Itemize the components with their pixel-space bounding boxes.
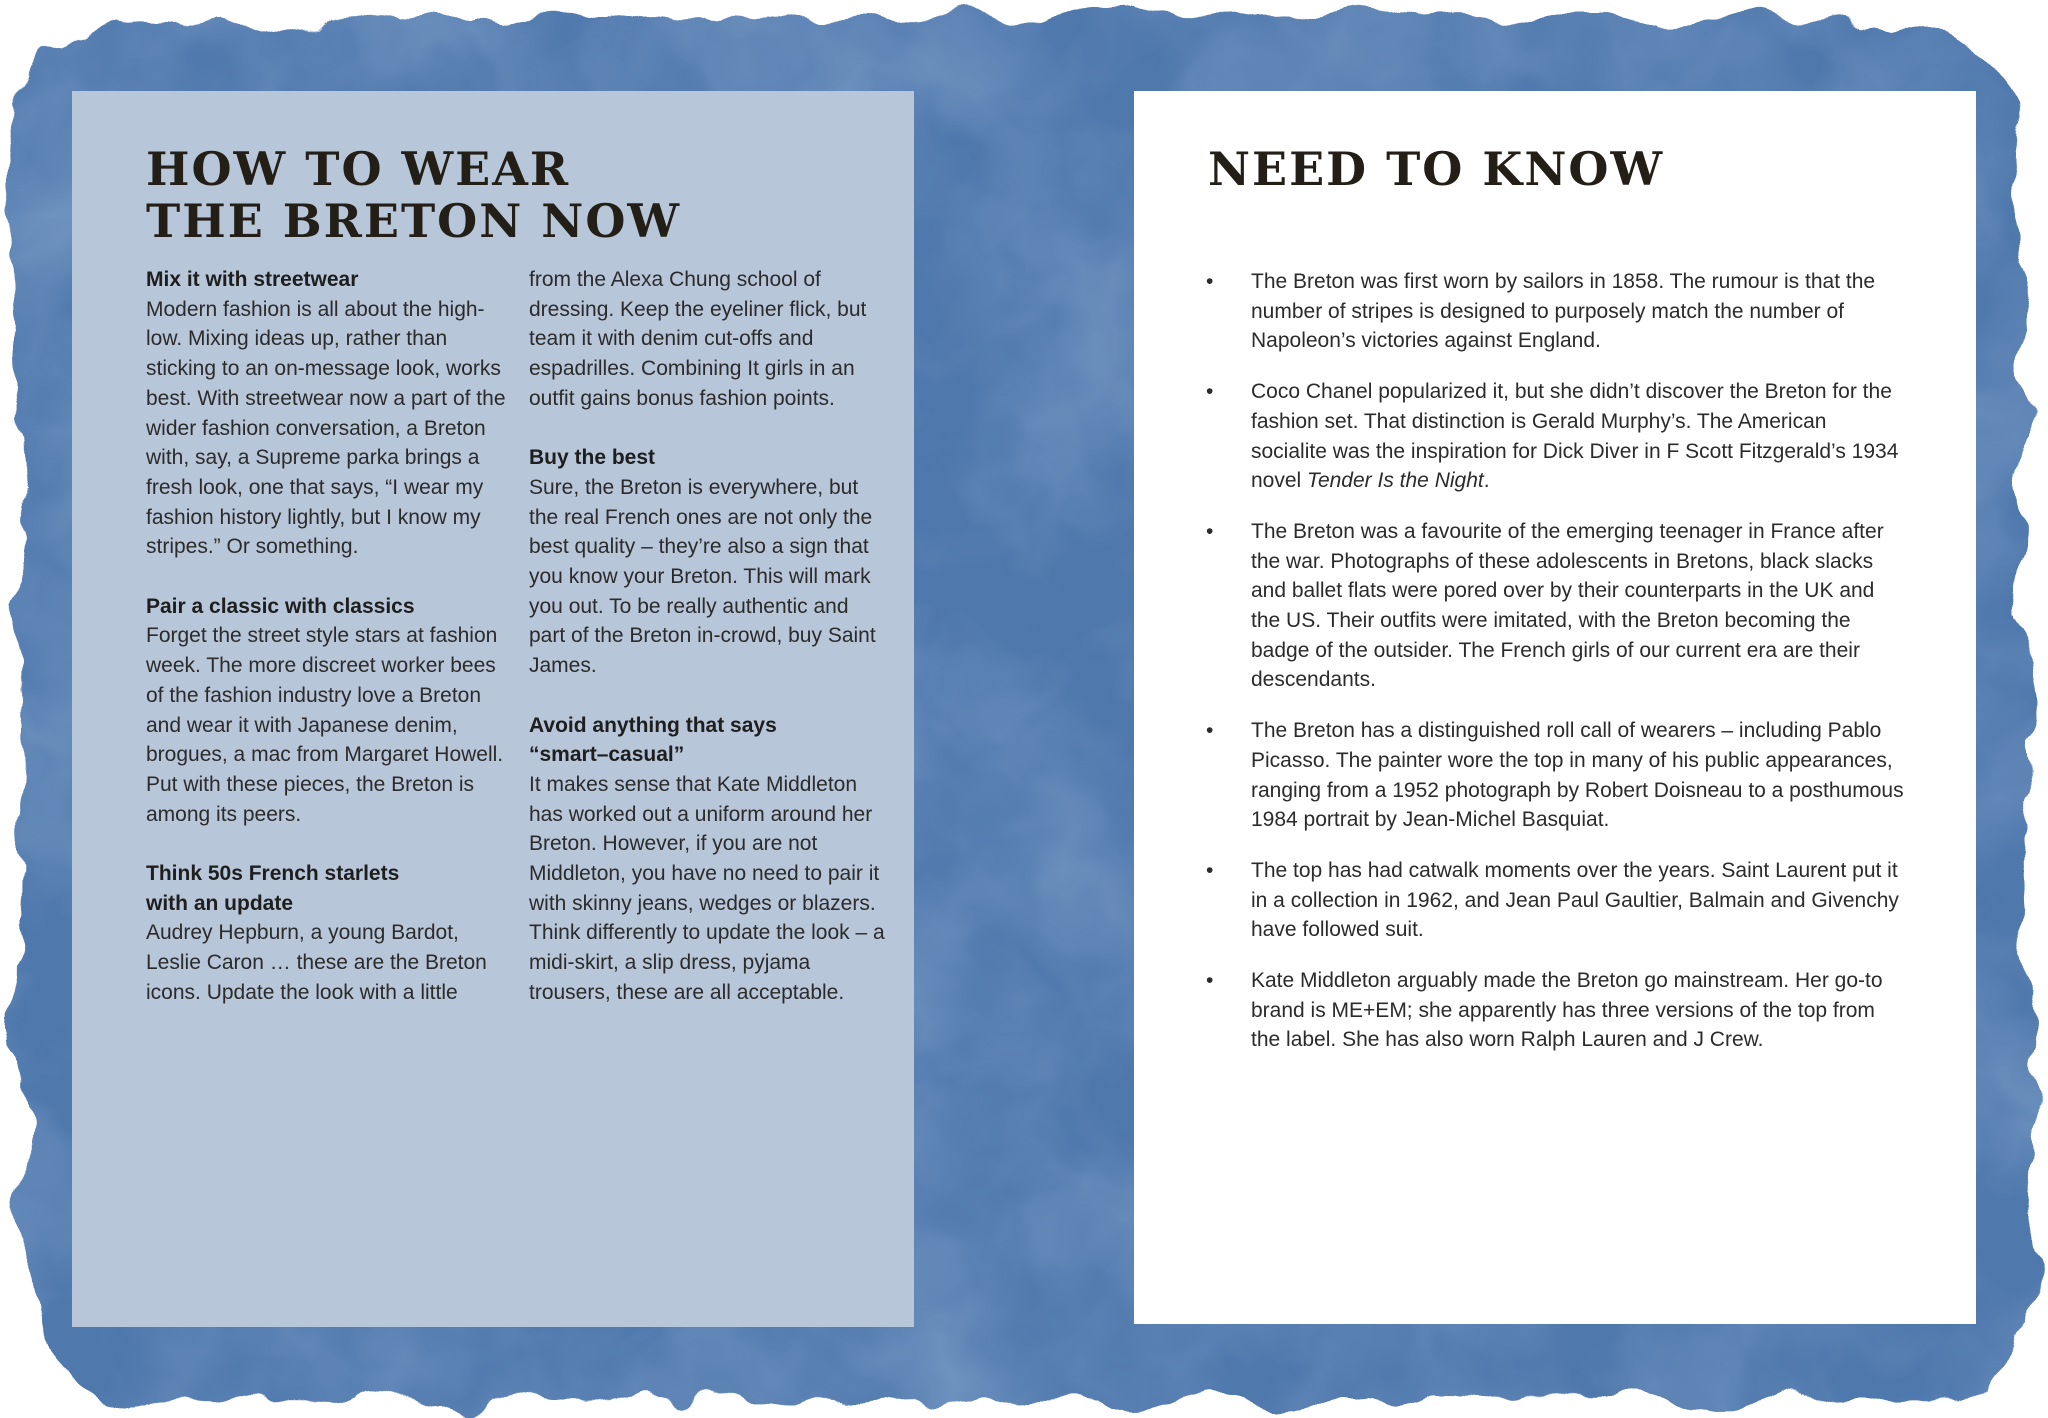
book-title: Tender Is the Night [1307, 469, 1484, 493]
list-item [1206, 267, 1906, 356]
page-title-how-to-wear [146, 143, 846, 247]
need-to-know-list [1206, 267, 1906, 1076]
section-heading: Mix it with streetwear [146, 268, 359, 291]
section-buy-best [529, 443, 889, 681]
left-column [146, 265, 506, 1037]
list-item-text: Coco Chanel popularized it, but she didn’t discover the Breton for the fashion set. That distinction is Gerald Murphy’s. The American socialite was the inspiration for Dick Diver in F Scott Fitzgerald’s 1934 novel [1251, 380, 1899, 493]
list-item-text: The Breton was a favourite of the emerging teenager in France after the war. Photographs of these adolescents in Bretons, black slacks and ballet flats were pored over by their counterparts in the UK and the US. Their outfits were imitated, with the Breton becoming the badge of the outsider. The French girls of our current era are their descendants. [1251, 519, 1884, 692]
list-item-text: Kate Middleton arguably made the Breton go mainstream. Her go-to brand is ME+EM; she apparently has three versions of the top from the label. She has also worn Ralph Lauren and J Crew. [1251, 969, 1883, 1052]
list-item [1206, 377, 1906, 496]
bullet-icon: • [1206, 519, 1214, 543]
section-body: Forget the street style stars at fashion week. The more discreet worker bees of the fashion industry love a Breton and wear it with Japanese denim, brogues, a mac from Margaret Howell. Put with these pieces, the Breton is among its peers. [146, 624, 504, 826]
list-item [1206, 517, 1906, 695]
list-item-text: The Breton has a distinguished roll call of wearers – including Pablo Picasso. The painter wore the top in many of his public appearances, ranging from a 1952 photograph by Robert Doisneau to a posthumous 1984 portrait by Jean-Michel Basquiat. [1251, 719, 1904, 832]
section-heading: Buy the best [529, 446, 656, 470]
list-item [1206, 716, 1906, 835]
bullet-icon: • [1206, 858, 1214, 882]
section-smart-casual [529, 711, 889, 1008]
section-body: It makes sense that Kate Middleton has worked out a uniform around her Breton. However, if you are not Middleton, you have no need to pair it with skinny jeans, wedges or blazers. Think differently to update the look – a midi-skirt, a slip dress, pyjama trousers, these are all acceptable. [529, 772, 885, 1004]
list-item [1206, 856, 1906, 945]
section-body: from the Alexa Chung school of dressing. Keep the eyeliner flick, but team it with denim cut-offs and espadrilles. Combining It girls in an outfit gains bonus fashion points. [529, 268, 867, 410]
section-starlets [146, 859, 506, 1008]
list-item-text-end: . [1483, 469, 1490, 493]
list-item [1206, 966, 1906, 1055]
bullet-icon: • [1206, 719, 1214, 743]
bullet-icon: • [1206, 270, 1214, 293]
section-heading: Think 50s French starlets with an update [146, 862, 400, 915]
list-item-text: The top has had catwalk moments over the years. Saint Laurent put it in a collection in 1962, and Jean Paul Gaultier, Balmain and Givenchy have followed suit. [1251, 858, 1899, 942]
title-line-2: THE BRETON NOW [146, 194, 682, 248]
left-page-panel [72, 91, 914, 1327]
section-heading: Avoid anything that says “smart–casual” [529, 713, 777, 767]
right-page-panel [1134, 91, 1976, 1324]
title-line-1: HOW TO WEAR [146, 142, 571, 196]
bullet-icon: • [1206, 380, 1214, 404]
list-item-text: The Breton was first worn by sailors in 1858. The rumour is that the number of stripes is designed to purposely match the number of Napoleon’s victories against England. [1251, 270, 1876, 353]
section-heading: Pair a classic with classics [146, 594, 415, 618]
section-starlets-continued [529, 265, 889, 414]
bullet-icon: • [1206, 969, 1214, 993]
section-classics [146, 592, 506, 830]
section-body: Modern fashion is all about the high-low. Mixing ideas up, rather than sticking to an on-message look, works best. With streetwear now a part of the wider fashion conversation, a Breton with, say, a Supreme parka brings a fresh look, one that says, “I wear my fashion history lightly, but I know my stripes.” Or something. [146, 297, 506, 559]
section-body: Sure, the Breton is everywhere, but the real French ones are not only the best quality – they’re also a sign that you know your Breton. This will mark you out. To be really authentic and part of the Breton in-crowd, buy Saint James. [529, 475, 876, 678]
section-streetwear [146, 265, 506, 562]
page-title-need-to-know: NEED TO KNOW [1208, 142, 1665, 196]
right-column [529, 265, 889, 1037]
section-body: Audrey Hepburn, a young Bardot, Leslie Caron … these are the Breton icons. Update the look with a little [146, 921, 487, 1004]
